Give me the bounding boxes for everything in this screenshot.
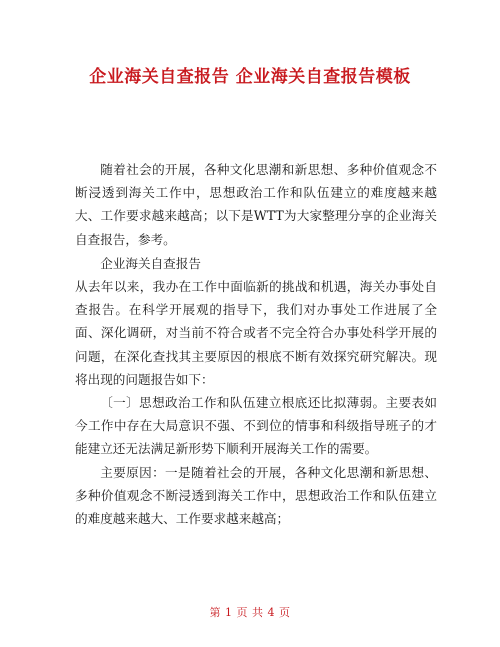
- page-footer: 第 1 页 共 4 页: [209, 606, 291, 619]
- intro-paragraph: 随着社会的开展，各种文化思潮和新思想、多种价值观念不断浸透到海关工作中，思想政治工作和队伍建立的难度越来越大、工作要求越来越高；以下是WTT为大家整理分享的企业海关自查报告，参考。: [75, 162, 437, 247]
- body-paragraph: 从去年以来，我办在工作中面临新的挑战和机遇，海关办事处自查报告。在科学开展观的指导下，我们对办事处工作进展了全面、深化调研，对当前不符合或者不完全符合办事处科学开展的问题，在深化查找其主要原因的根底不断有效探究研究解决。现将出现的问题报告如下：: [75, 279, 437, 387]
- document-body: [75, 158, 437, 530]
- section-heading: 企业海关自查报告: [100, 255, 201, 271]
- problem-paragraph: 〔一〕思想政治工作和队伍建立根底还比拟薄弱。主要表如今工作中存在大局意识不强、不到位的情事和科级指导班子的才能建立还无法满足新形势下顺利开展海关工作的需要。: [75, 395, 437, 457]
- document-title: 企业海关自查报告 企业海关自查报告模板: [89, 67, 411, 87]
- cause-paragraph: 主要原因：一是随着社会的开展，各种文化思潮和新思想、多种价值观念不断浸透到海关工作中，思想政治工作和队伍建立的难度越来越大、工作要求越来越高；: [75, 464, 437, 527]
